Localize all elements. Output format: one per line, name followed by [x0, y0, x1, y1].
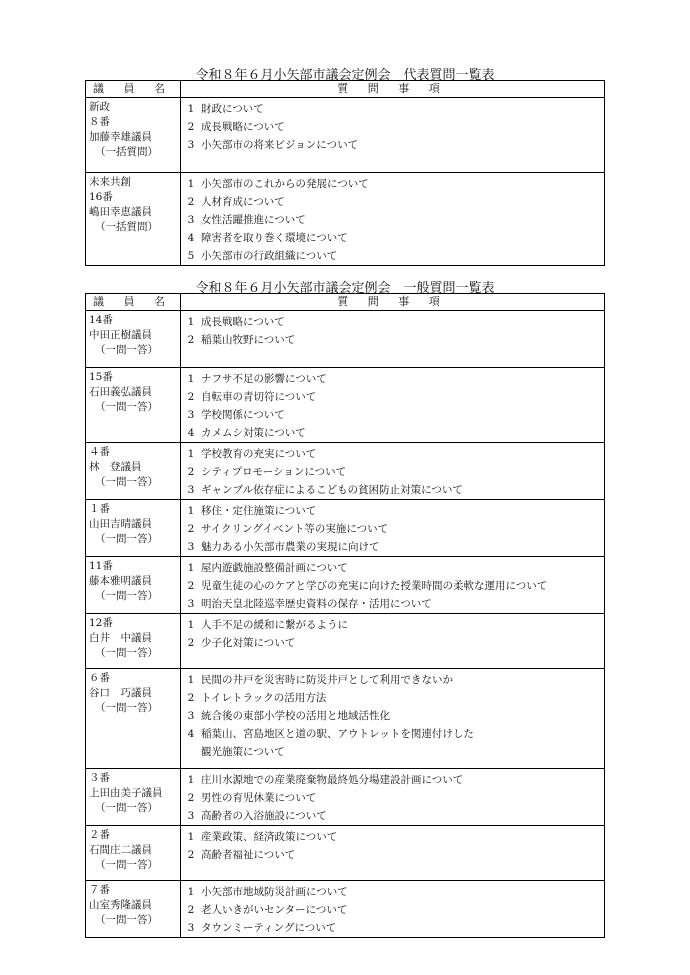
- question-text: 自転車の青切符について: [201, 391, 317, 403]
- member-cell: [86, 311, 181, 368]
- question-item: [181, 789, 604, 807]
- questions-cell: [181, 173, 605, 266]
- question-item: [181, 577, 604, 595]
- member-cell: [86, 98, 181, 173]
- question-number: 1: [187, 103, 195, 115]
- question-mode: （一問一答）: [95, 476, 158, 488]
- seat-number: 16番: [89, 191, 113, 203]
- question-text: 統合後の東部小学校の活用と地域活性化: [201, 710, 390, 722]
- question-mode: （一問一答）: [95, 590, 158, 602]
- question-list: [181, 98, 604, 154]
- question-item: [181, 211, 604, 229]
- question-mode: （一括質問）: [95, 146, 158, 158]
- member-row: [86, 368, 605, 443]
- items-column-header: 質 問 事 項: [181, 294, 605, 311]
- member-cell: [86, 669, 181, 769]
- question-item: [181, 707, 604, 725]
- question-list: [181, 826, 604, 864]
- question-list: [181, 557, 604, 613]
- seat-number: 12番: [89, 617, 113, 629]
- question-number: 1: [187, 448, 195, 460]
- member-cell: [86, 614, 181, 669]
- questions-cell: [181, 311, 605, 368]
- member-cell: [86, 368, 181, 443]
- question-item: [181, 229, 604, 247]
- seat-number: 15番: [89, 371, 113, 383]
- question-list: [181, 173, 604, 265]
- questions-cell: [181, 769, 605, 826]
- question-item: [181, 463, 604, 481]
- question-number: 5: [187, 250, 195, 262]
- question-number: 3: [187, 810, 195, 822]
- member-name: 山室秀隆議員: [89, 899, 152, 911]
- question-number: 1: [187, 562, 195, 574]
- question-number: 2: [187, 196, 195, 208]
- question-mode: （一問一答）: [95, 702, 158, 714]
- question-text: タウンミーティングについて: [201, 922, 337, 934]
- question-item: [181, 883, 604, 901]
- question-number: 2: [187, 523, 195, 535]
- questions-cell: [181, 98, 605, 173]
- question-number: 2: [187, 692, 195, 704]
- member-name: 山田吉晴議員: [89, 518, 152, 530]
- question-text: 小矢部市の将来ビジョンについて: [201, 139, 359, 151]
- question-text: ナフサ不足の影響について: [201, 373, 327, 385]
- question-number: 2: [187, 466, 195, 478]
- question-text: 高齢者の入浴施設について: [201, 810, 327, 822]
- question-number: 3: [187, 710, 195, 722]
- question-number: 2: [187, 580, 195, 592]
- member-name: 石田義弘議員: [89, 386, 152, 398]
- question-item: [181, 634, 604, 652]
- question-number: 1: [187, 505, 195, 517]
- question-number: 2: [187, 904, 195, 916]
- general-questions-table: [85, 293, 605, 938]
- question-number: 2: [187, 121, 195, 133]
- question-text: 移住・定住施策について: [201, 505, 317, 517]
- question-list: [181, 500, 604, 556]
- question-list: [181, 443, 604, 499]
- question-item: [181, 100, 604, 118]
- member-cell: [86, 443, 181, 500]
- question-item: [181, 671, 604, 689]
- table-header-row: [86, 294, 605, 311]
- question-number: 3: [187, 541, 195, 553]
- table-header-row: [86, 81, 605, 98]
- question-text: 稲葉山、宮島地区と道の駅、アウトレットを関連付けした: [201, 728, 474, 740]
- question-text: 観光施策について: [201, 746, 285, 758]
- member-row: [86, 557, 605, 614]
- question-text: 屋内遊戯施設整備計画について: [201, 562, 348, 574]
- question-number: 1: [187, 316, 195, 328]
- question-text: 女性活躍推進について: [201, 214, 306, 226]
- question-text: 成長戦略について: [201, 121, 285, 133]
- seat-number: ７番: [89, 884, 110, 896]
- question-number: 2: [187, 792, 195, 804]
- question-text: 老人いきがいセンターについて: [201, 904, 348, 916]
- question-item: [181, 520, 604, 538]
- question-number: 2: [187, 334, 195, 346]
- question-list: [181, 881, 604, 937]
- question-item: [181, 406, 604, 424]
- member-name: 林 登議員: [89, 461, 142, 473]
- member-column-header: 議 員 名: [86, 81, 181, 98]
- question-text: 小矢部市地域防災計画について: [201, 886, 348, 898]
- member-row: [86, 98, 605, 173]
- question-item: [181, 901, 604, 919]
- seat-number: ８番: [89, 116, 110, 128]
- question-number: 4: [187, 232, 195, 244]
- question-number: 1: [187, 674, 195, 686]
- question-text: 成長戦略について: [201, 316, 285, 328]
- questions-cell: [181, 557, 605, 614]
- member-column-header: 議 員 名: [86, 294, 181, 311]
- question-item: [181, 247, 604, 265]
- seat-number: 14番: [89, 314, 113, 326]
- question-item: [181, 136, 604, 154]
- member-name: 加藤幸雄議員: [89, 131, 152, 143]
- party-name: 新政: [89, 101, 110, 113]
- question-item: [181, 313, 604, 331]
- member-row: [86, 826, 605, 881]
- member-cell: [86, 769, 181, 826]
- member-row: [86, 881, 605, 938]
- question-number: 3: [187, 922, 195, 934]
- question-number: 1: [187, 619, 195, 631]
- question-text: 少子化対策について: [201, 637, 296, 649]
- seat-number: ３番: [89, 772, 110, 784]
- question-number: 3: [187, 409, 195, 421]
- question-text: サイクリングイベント等の実施について: [201, 523, 389, 535]
- question-text: 男性の育児休業について: [201, 792, 317, 804]
- member-name: 中田正樹議員: [89, 329, 152, 341]
- seat-number: ２番: [89, 829, 110, 841]
- question-mode: （一問一答）: [95, 344, 158, 356]
- question-item: [181, 118, 604, 136]
- question-number: 2: [187, 637, 195, 649]
- question-list: [181, 669, 604, 761]
- questions-cell: [181, 826, 605, 881]
- question-text: 学校関係について: [201, 409, 285, 421]
- question-number: 3: [187, 484, 195, 496]
- questions-cell: [181, 881, 605, 938]
- question-list: [181, 614, 604, 652]
- questions-cell: [181, 443, 605, 500]
- question-text: 庄川水源地での産業廃棄物最終処分場建設計画について: [201, 774, 464, 786]
- question-text: 人手不足の緩和に繋がるように: [201, 619, 348, 631]
- question-number: 4: [187, 427, 195, 439]
- question-item: [181, 828, 604, 846]
- question-text: 産業政策、経済政策について: [201, 831, 338, 843]
- question-item: [181, 846, 604, 864]
- question-mode: （一問一答）: [95, 914, 158, 926]
- question-item: [181, 616, 604, 634]
- question-item: [181, 689, 604, 707]
- member-name: 石間庄二議員: [89, 844, 152, 856]
- question-number: 3: [187, 139, 195, 151]
- question-mode: （一問一答）: [95, 859, 158, 871]
- question-text: 民間の井戸を災害時に防災井戸として利用できないか: [201, 674, 453, 686]
- questions-cell: [181, 500, 605, 557]
- member-row: [86, 311, 605, 368]
- member-name: 藤本雅明議員: [89, 575, 152, 587]
- member-name: 白井 中議員: [89, 632, 152, 644]
- representative-rows: [86, 98, 605, 266]
- member-row: [86, 669, 605, 769]
- question-mode: （一問一答）: [95, 647, 158, 659]
- question-number: 2: [187, 849, 195, 861]
- question-item: [181, 481, 604, 499]
- question-list: [181, 368, 604, 442]
- question-text: シティプロモーションについて: [201, 466, 347, 478]
- question-text: 学校教育の充実について: [201, 448, 317, 460]
- question-mode: （一括質問）: [95, 221, 158, 233]
- question-item: [181, 919, 604, 937]
- question-text: 人材育成について: [201, 196, 285, 208]
- question-item: [181, 559, 604, 577]
- question-text: 明治天皇北陸巡幸歴史資料の保存・活用について: [201, 598, 432, 610]
- question-number: 1: [187, 886, 195, 898]
- question-number: 3: [187, 214, 195, 226]
- question-text: トイレトラックの活用方法: [201, 692, 327, 704]
- question-item: [181, 331, 604, 349]
- member-row: [86, 443, 605, 500]
- question-number: 1: [187, 178, 195, 190]
- general-rows: [86, 311, 605, 938]
- question-number: 2: [187, 391, 195, 403]
- question-item: [181, 538, 604, 556]
- question-item: [181, 445, 604, 463]
- items-column-header: 質 問 事 項: [181, 81, 605, 98]
- seat-number: 11番: [89, 560, 113, 572]
- questions-cell: [181, 614, 605, 669]
- party-name: 未来共創: [89, 176, 131, 188]
- question-text: 児童生徒の心のケアと学びの充実に向けた授業時間の柔軟な運用について: [201, 580, 548, 592]
- question-item: [181, 595, 604, 613]
- representative-questions-table: [85, 80, 605, 266]
- question-number: 1: [187, 831, 195, 843]
- question-text: 財政について: [201, 103, 264, 115]
- question-mode: （一問一答）: [95, 401, 158, 413]
- member-name: 嶋田幸恵議員: [89, 206, 152, 218]
- member-row: [86, 173, 605, 266]
- member-cell: [86, 173, 181, 266]
- member-row: [86, 769, 605, 826]
- question-list: [181, 769, 604, 825]
- question-number: 1: [187, 774, 195, 786]
- question-mode: （一問一答）: [95, 533, 158, 545]
- member-cell: [86, 881, 181, 938]
- member-row: [86, 500, 605, 557]
- questions-cell: [181, 669, 605, 769]
- question-text: 高齢者福祉について: [201, 849, 296, 861]
- question-item: [181, 424, 604, 442]
- question-item: [181, 193, 604, 211]
- question-number: 3: [187, 598, 195, 610]
- question-item: [181, 771, 604, 789]
- question-list: [181, 311, 604, 349]
- question-text: 魅力ある小矢部市農業の実現に向けて: [201, 541, 380, 553]
- member-name: 谷口 巧議員: [89, 687, 152, 699]
- seat-number: ４番: [89, 446, 110, 458]
- questions-cell: [181, 368, 605, 443]
- member-name: 上田由美子議員: [89, 787, 163, 799]
- question-text: ギャンブル依存症によるこどもの貧困防止対策について: [201, 484, 463, 496]
- member-cell: [86, 500, 181, 557]
- question-item: [181, 175, 604, 193]
- question-item: [181, 388, 604, 406]
- general-questions-title: 令和８年６月小矢部市議会定例会 一般質問一覧表: [195, 281, 495, 296]
- member-cell: [86, 826, 181, 881]
- question-item: [181, 725, 604, 743]
- question-item: [181, 370, 604, 388]
- seat-number: １番: [89, 503, 110, 515]
- member-row: [86, 614, 605, 669]
- question-text: 小矢部市のこれからの発展について: [201, 178, 369, 190]
- question-item: [181, 807, 604, 825]
- question-mode: （一問一答）: [95, 802, 158, 814]
- question-item: [181, 502, 604, 520]
- question-item: [181, 743, 604, 761]
- question-text: カメムシ対策について: [201, 427, 306, 439]
- member-cell: [86, 557, 181, 614]
- question-text: 小矢部市の行政組織について: [201, 250, 338, 262]
- representative-questions-title: 令和８年６月小矢部市議会定例会 代表質問一覧表: [195, 68, 495, 83]
- question-number: 4: [187, 728, 195, 740]
- seat-number: ６番: [89, 672, 110, 684]
- question-number: 1: [187, 373, 195, 385]
- question-text: 障害者を取り巻く環境について: [201, 232, 348, 244]
- question-text: 稲葉山牧野について: [201, 334, 296, 346]
